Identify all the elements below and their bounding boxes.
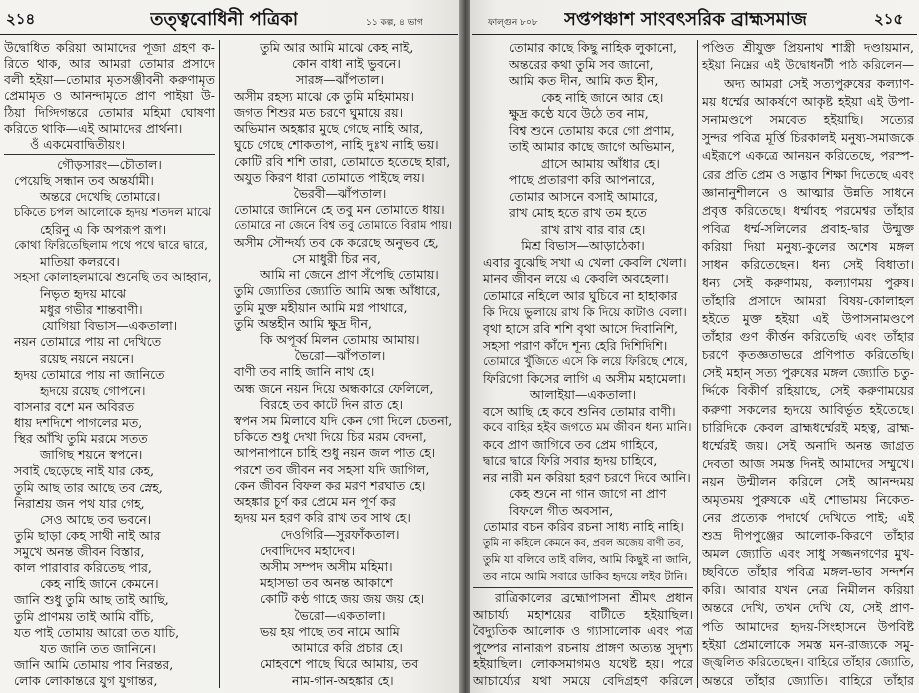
prose-line: অন্তরে তাঁহার জ্যোতি। বাহিরে তাঁহার	[702, 672, 914, 688]
verse-line: রাখ মোহ হতে রাখ তম হতে	[509, 205, 647, 221]
verse-line: সহসা কোলাহলমাঝে শুনেছি তব আহ্বান,	[14, 269, 212, 284]
prose-line: ধর্ম্মেরই জয়। সেই অনাদি অনন্ত জাগ্রত	[702, 437, 914, 453]
verse-line: ধায় দশদিশে পাগলের মত,	[14, 415, 143, 430]
prose-line: নের প্রত্যেক পদার্থে দেখিতে পাই; এই	[702, 510, 914, 526]
verse-line: অসীম রহস্য মাঝে কে তুমি মহিমাময়।	[234, 88, 414, 104]
verse-line: আমারে করি প্রচার হে।	[292, 640, 403, 656]
verse-line: তোমারে খুঁজিতে এসে কি লয়ে ফিরিছে শেষে,	[483, 354, 688, 369]
verse-line: কেন জীবন বিফল কর মরণ শরঘাত হে।	[234, 477, 426, 493]
prose-line: করিয়া দিয়া মনুষ্য-কুলের অশেষ মঙ্গল	[702, 238, 914, 254]
verse-line: চকিতে শুধু দেখা দিয়ে চির মরম বেদনা,	[234, 429, 427, 445]
verse-line: তুমি জ্যোতির জ্যোতি আমি অন্ধ আঁধারে,	[234, 283, 441, 299]
verse-line: ফিরিগো কিসের লাগি এ অসীম মহামেলা।	[483, 370, 686, 386]
verse-line: কেহ নাহি জানে আর হে।	[541, 89, 664, 105]
prose-line: চ্ছবিতে তাঁহার পবিত্র মঙ্গল-ভাব সন্দর্শন	[702, 564, 914, 580]
verse-line: বিফলে গীত অবসান,	[509, 502, 614, 518]
journal-title: তত্ত্ববোধিনী পত্রিকা	[150, 9, 299, 30]
verse-line: তোমার কাছে কিছু নাহিক লুকানো,	[509, 40, 678, 55]
verse-line: অন্তরের কথা তুমি সব জানো,	[509, 56, 654, 72]
page-number: ২১৫	[874, 10, 904, 28]
left-page-column-2	[224, 40, 456, 688]
prose-line: জ্ঞানানুশীলনে ও আত্মার উন্নতি সাধনে	[702, 184, 914, 200]
prose-line: হইয়া নিম্নের এই উদ্বোধনটী পাঠ করিলেন—	[702, 58, 914, 73]
prose-line: অমৃতময় পুরুষকে এই শোভাময় নিকেত-	[702, 491, 914, 507]
section-divider	[4, 154, 215, 155]
prose-line: প্রবৃত্ত করিতেছে। ধর্ম্মাবহ পরমেশ্বর তাঁহার	[702, 202, 914, 218]
verse-line: দ্বারে দ্বারে ফিরি সবার হৃদয় চাহিবে,	[483, 453, 658, 469]
verse-line: কোটি রবি শশি তারা, তোমাতে হতেছে হারা,	[234, 153, 451, 169]
verse-line: নাম-গান-অহঙ্কার হে।	[292, 672, 394, 688]
prose-line: আচার্য্য মহাশয়ের বাটীতে হইয়াছিল।	[473, 606, 693, 622]
verse-line: অন্ধ জনে নয়ন দিয়ে অন্ধকারে ফেলিলে,	[234, 380, 434, 396]
verse-line: বাসনার বশে মন অবিরত	[14, 398, 135, 414]
verse-line: যত জানি তত জানিনে।	[40, 640, 156, 656]
verse-line: ক্ষুদ্র কণ্ঠে যবে উঠে তব নাম,	[509, 106, 649, 122]
left-page-column-1	[4, 40, 215, 688]
verse-line: কবে বাহির হইব জগতে মম জীবন ধন্য মানি।	[483, 420, 692, 435]
prose-line: সনামণ্ডপে সমবেত হইয়াছি। সত্যের	[702, 112, 914, 128]
verse-line: মোহবশে পাছে ঘিরে আমায়, তব	[260, 656, 419, 672]
verse-line: ঘুচে গেছে শোকতাপ, নাহি দুঃখ নাহি ভয়।	[234, 137, 439, 153]
verse-line: বসে আছি হে কবে শুনিব তোমার বাণী।	[483, 403, 676, 419]
verse-line: নিভৃত হৃদয় মাঝে	[40, 286, 127, 301]
verse-line: হৃদয়ে রয়েছ গোপনে।	[40, 382, 146, 398]
verse-line: কোটি কণ্ঠ গাহে জয় জয় জয় হে।	[260, 591, 425, 607]
verse-line: নর নারী মন করিয়া হরণ চরণে দিবে আনি।	[483, 469, 691, 485]
verse-line: তুমি ছাড়া কেহ সাথী নাই আর	[14, 527, 161, 543]
verse-line: তুমি যা বলিবে তাই বলিব, আমি কিছুই না জানি,	[483, 553, 692, 567]
prose-line: সুন্দর পবিত্র মূর্ত্তি চিরকালই মনুষ্য-সমাজকে	[702, 130, 914, 146]
prose-line: হইয়া প্রেমালোকে সমস্ত মন-রাজ্যকে সমু-	[702, 636, 914, 652]
prose-line: দেবতা আজ সমস্ত দিনই আমাদের সম্মুখে।	[702, 455, 914, 471]
prose-line: চারিদিকে কেবল ব্রাহ্মধর্ম্মেরই মহত্ব, ব্রাহ্ম-	[702, 419, 914, 435]
verse-line: কোথা ফিরিতেছিলাম পথে পথে দ্বারে দ্বারে,	[14, 237, 208, 252]
verse-line: তুমি আছ তার আছে তব স্নেহ,	[14, 479, 163, 495]
verse-line: স্বপন সম মিলাবে যদি কেন গো দিলে চেতনা,	[234, 413, 453, 429]
verse-line: আমি না জেনে প্রাণ সঁপেছি তোমায়।	[260, 267, 439, 283]
verse-line: অযুত কিরণ ধারা তোমাতে পাইছে লয়।	[234, 169, 425, 185]
prose-line: ঠিয়া দিগ্দিগন্তরে তোমার মহিমা ঘোষণা	[4, 104, 215, 120]
prose-line: সেই মহান্ সত্য পুরুষের মঙ্গল জ্যোতি চতু-	[702, 365, 914, 381]
verse-line: হৃদয় তোমারে পায় না জানিতে	[14, 366, 165, 382]
verse-line: যত পাই তোমায় আরো তত যাচি,	[14, 624, 180, 640]
right-page	[470, 0, 919, 693]
prose-line: করিতে থাকি—এই আমাদের প্রার্থনা।	[4, 120, 183, 136]
verse-line: অসীম সম্পদ অসীম মহিমা।	[260, 559, 393, 574]
prose-line: জ্জ্বলিত করিতেছেন। বাহিরে তাঁহার জ্যোতি,	[702, 654, 914, 669]
verse-line: তোমারে না জেনে বিশ্ব তবু তোমাতে বিরাম পায়।	[234, 218, 453, 233]
prose-line: আচার্য্যের যথা সময়ে বেদিগ্রহণ করিলে	[473, 672, 693, 688]
prose-line: পুষ্পের নানারূপ রচনায় প্রাঙ্গণ অত্যন্ত সুদৃশ্য	[473, 639, 693, 655]
verse-line: নিরাশ্রয় জন পথ যার গেহ,	[14, 495, 145, 511]
right-page-header	[472, 0, 917, 35]
verse-line: সমুখে অনন্ত জীবন বিস্তার,	[14, 544, 145, 559]
verse-line: সবাই ছেড়েছে নাই যার কেহ,	[14, 463, 155, 479]
prose-line: এইরূপে একত্রে আনয়ন করিতেছে, পরস্প-	[702, 148, 914, 164]
verse-line: পাছে প্রতারণা করি আপনারে,	[509, 172, 656, 188]
prose-line: ময় ধর্ম্মের আকর্ষণে আকৃষ্ট হইয়া এই উপা-	[702, 94, 914, 110]
verse-line: আপনাপানে চাহি শুধু নয়ন জল পাত হে।	[234, 445, 436, 461]
verse-line: কেহ শুনে না গান জাগে না প্রাণ	[509, 486, 667, 502]
prose-line: পতি আমাদের হৃদয়-সিংহাসনে উপবিষ্ট	[702, 618, 914, 634]
prose-line: করি। আবার যখন নেত্র নিমীলন করিয়া	[702, 582, 914, 598]
verse-line: লোক লোকান্তরে যুগ যুগান্তর,	[14, 673, 158, 688]
verse-line: তব নামে আমি সবারে ডাকিব হৃদয়ে লইব টানি।	[483, 570, 688, 583]
raga-heading: গৌড়সারং—চৌতাল।	[57, 157, 162, 172]
verse-line: তোমারে নহিলে আর ঘুচিবে না হাহাকার	[483, 287, 678, 303]
verse-line: কেহ নাহি জানে কেমনে।	[40, 576, 159, 592]
prose-line: অন্তরে দেখি, তখন দেখি যে, সেই প্রাণ-	[702, 600, 914, 616]
prose-line: রের প্রতি প্রেম ও সদ্ভাব শিক্ষা দিতেছে এবং	[702, 166, 914, 182]
verse-line: বৃথা হাসে রবি শশি বৃথা আসে দিবানিশি,	[483, 321, 679, 337]
verse-line: বাণী তব নাহি জানি নাথ হে।	[234, 364, 375, 380]
prose-line: হইয়াছিল। লোকসমাগমও যথেষ্ট হয়। পরে	[473, 656, 693, 672]
prose-line: পবিত্র ধর্ম্ম-সলিলের প্রবাহ-দ্বার উন্মুক্ত	[702, 220, 914, 236]
raga-heading: আলাইয়া—একতালা।	[529, 387, 637, 403]
verse-line: পেয়েছি সন্ধান তব অন্তর্যামী।	[14, 173, 154, 189]
verse-line: কোন বাধা নাই ভুবনে।	[292, 56, 401, 72]
verse-line: কাল পারাবার করিতেছ পার,	[14, 560, 152, 576]
verse-line: জানি শুধু তুমি আছ তাই আছি,	[14, 592, 169, 608]
prose-line: শুভ্র দীপপুঞ্জের আলোক-কিরণে তাঁহার	[702, 528, 914, 544]
prose-line: অমল জ্যোতি এবং সাধু সজ্জনগণের মুখ-	[702, 546, 914, 562]
page-number: ২১৪	[6, 10, 36, 28]
verse-line: হেরিনু এ কি অপরূপ রূপ।	[40, 221, 167, 237]
verse-line: হৃদয় মন হরণ করি রাখ তব সাথ হে।	[234, 510, 411, 526]
raga-heading: ভৈরবী—ঝাঁপতাল।	[293, 185, 387, 201]
column-rule	[219, 40, 220, 688]
verse-line: ভয় হয় পাছে তব নামে আমি	[260, 623, 400, 639]
verse-line: তুমি অন্তহীন আমি ক্ষুদ্র দীন,	[234, 315, 372, 331]
left-page-header	[0, 0, 458, 35]
verse-line: অহঙ্কার চূর্ণ কর প্রেমে মন পূর্ণ কর	[234, 494, 396, 510]
verse-line: মধুর গভীর শান্তবাণী।	[40, 302, 143, 318]
prose-line: চরণে কৃতজ্ঞতাভরে প্রণিপাত করিতেছি।	[702, 347, 914, 363]
prose-line: রাত্রিকালের ব্রহ্মোপাসনা শ্রীমৎ প্রধান	[495, 590, 693, 606]
verse-line: তোমার আসনে বসাই আমারে,	[509, 188, 659, 204]
verse-line: কি অপূর্ব্ব মিলন তোমায় আমায়।	[260, 331, 420, 347]
raga-heading: ভৈরো—ঝাঁপতাল।	[294, 348, 386, 364]
verse-line: সেও আছে তব ভবনে।	[40, 511, 152, 527]
verse-line: নয়ন তোমারে পায় না দেখিতে	[14, 334, 162, 350]
verse-line: রাখ রাখ বার বার হে।	[541, 221, 646, 237]
prose-line: সাধন করিতেছেন। ধন্য সেই বিধাতা।	[702, 256, 914, 272]
prose-line: উদ্বোধিত করিয়া আমাদের পূজা গ্রহণ ক-	[4, 40, 215, 55]
verse-line: তোমার বচন করিব রচনা সাধ্য নাহি নাহি।	[483, 519, 684, 535]
prose-line: প্রেমামৃত ও আনন্দামৃতে প্রাণ পাইয়া উ-	[4, 88, 215, 104]
verse-line: দেবাদিদেব মহাদেব।	[260, 542, 356, 558]
prose-line: তাঁহারি প্রসাদে আমরা বিষয়-কোলাহল	[702, 293, 914, 309]
section-divider	[473, 587, 693, 588]
prose-line: নয়ন উন্মীলন করিলে সেই আনন্দময়	[702, 473, 914, 489]
verse-line: তুমি প্রাণময় তাই আমি বাঁচি,	[14, 608, 155, 624]
raga-heading: দেওগিরি—সুরফাঁকতাল।	[280, 526, 400, 542]
prose-line: পণ্ডিত শ্রীযুক্ত প্রিয়নাথ শাস্ত্রী দণ্ডায়মান,	[702, 40, 914, 55]
prose-line: র্দ্দিকে বিকীর্ণ রহিয়াছে, সেই করুণাময়ের	[702, 383, 914, 399]
verse-line: জানি আমি তোমায় পাব নিরন্তর,	[14, 656, 174, 672]
verse-line: অন্তরে দেখেছি তোমারে।	[40, 189, 161, 205]
verse-line: অভিমান অহঙ্কার মুছে গেছে নাহি আর,	[234, 121, 424, 137]
section-title: সপ্তপঞ্চাশ সাংবৎসরিক ব্রাহ্মসমাজ	[564, 9, 807, 30]
verse-line: তুমি আর আমি মাঝে কেহ নাই,	[260, 40, 414, 55]
verse-line: তুমি মুক্ত মহীয়ান আমি মগ্ন পাথারে,	[234, 299, 408, 315]
verse-line: তাই আমার কাছে জাগে অভিমান,	[509, 139, 676, 155]
raga-heading: যোগিয়া বিভাস—একতালা।	[41, 318, 178, 334]
column-rule	[697, 40, 698, 688]
verse-line: গ্রাসে আমায় আঁধার হে।	[541, 155, 660, 171]
verse-line: পরশে তব জীবন নব সহসা যদি জাগিল,	[234, 461, 430, 477]
verse-line: চকিতে চপল আলোকে হৃদয় শতদল মাঝে	[14, 205, 211, 220]
verse-line: বিরহে তব কাটে দিন রাত হে।	[260, 396, 403, 412]
verse-line: জাগিছ শয়নে স্বপনে।	[40, 447, 143, 463]
prose-line: অদ্য আমরা সেই সত্যপুরুষের কল্যাণ-	[724, 76, 914, 92]
verse-line: কি দিয়ে ভুলায়ে রাখ কি দিয়ে কাটাও বেলা।	[483, 304, 687, 319]
prose-line: বৈদ্যুতিক আলোক ও গ্যাসালোক এবং পত্র	[473, 623, 693, 639]
verse-line: বিশ্ব শুনে তোমায় করে গো প্রণাম,	[509, 122, 675, 138]
prose-line: করুণা সকলের হৃদয়ে আবির্ভূত হইতেছে।	[702, 401, 914, 417]
verse-line: স্থির আঁখি তুমি মরমে সতত	[14, 431, 148, 447]
verse-line: তোমারে জানিনে হে তবু মন তোমাতে ধায়।	[234, 202, 445, 218]
prose-line: ধন্য সেই করুণাময়, কল্যাণময় পুরুষ।	[702, 275, 914, 291]
prose-line: তাঁহার গুণ কীর্ত্তন করিতেছি এবং তাঁহার	[702, 329, 914, 345]
verse-line: অসীম সৌন্দর্য্য তব কে করেছে অনুভব হে,	[234, 234, 439, 250]
prose-line: বলী হইয়া—তোমার মৃতসঞ্জীবনী করুণামৃত	[4, 72, 215, 88]
verse-line: কবে প্রাণ জাগিবে তব প্রেম গাহিবে,	[483, 436, 659, 452]
right-page-column-1	[473, 40, 693, 688]
verse-line: সে মাধুরী চির নব,	[292, 250, 381, 266]
verse-line: মহাসভা তব অনন্ত আকাশে	[260, 575, 393, 591]
right-page-column-2	[702, 40, 914, 688]
verse-line: মানব জীবন লয়ে এ কেবলি অবহেলা।	[483, 271, 669, 287]
invocation-line: ওঁ একমেবাদ্বিতীয়ং।	[30, 136, 126, 152]
verse-line: আমি কত দীন, আমি কত হীন,	[509, 73, 659, 89]
raga-heading: সারঙ্গ—ঝাঁপতাল।	[296, 72, 384, 88]
prose-line: হইতে মুক্ত হইয়া এই উপাসনামণ্ডপে	[702, 311, 914, 327]
verse-line: এবার বুঝেছি সখা এ খেলা কেবলি খেলা।	[483, 254, 687, 270]
month-label: ফাল্গুন ৮০৮	[488, 18, 538, 28]
verse-line: তুমি না কহিলে কেমনে কব, প্রবল অজেয় বাণী তব,	[483, 537, 684, 549]
verse-line: রয়েছ নয়নে নয়নে।	[40, 350, 134, 366]
verse-line: মাতিয়া কলরবে।	[40, 253, 120, 269]
raga-heading: মিশ্র বিভাস—আড়াঠেকা।	[521, 238, 645, 254]
verse-line: জগত শিশুর মত চরণে ঘুমায়ে রয়।	[234, 104, 404, 120]
prose-line: রিতে থাক, আর আমরা তোমার প্রসাদে	[4, 56, 215, 72]
raga-heading: ভৈরো—একতালা।	[294, 607, 386, 623]
verse-line: সহসা পরাণ কাঁদে শূন্য হেরি দিশিদিশি।	[483, 337, 668, 353]
volume-label: ১১ কল্প, ৪ ভাগ	[366, 18, 423, 28]
